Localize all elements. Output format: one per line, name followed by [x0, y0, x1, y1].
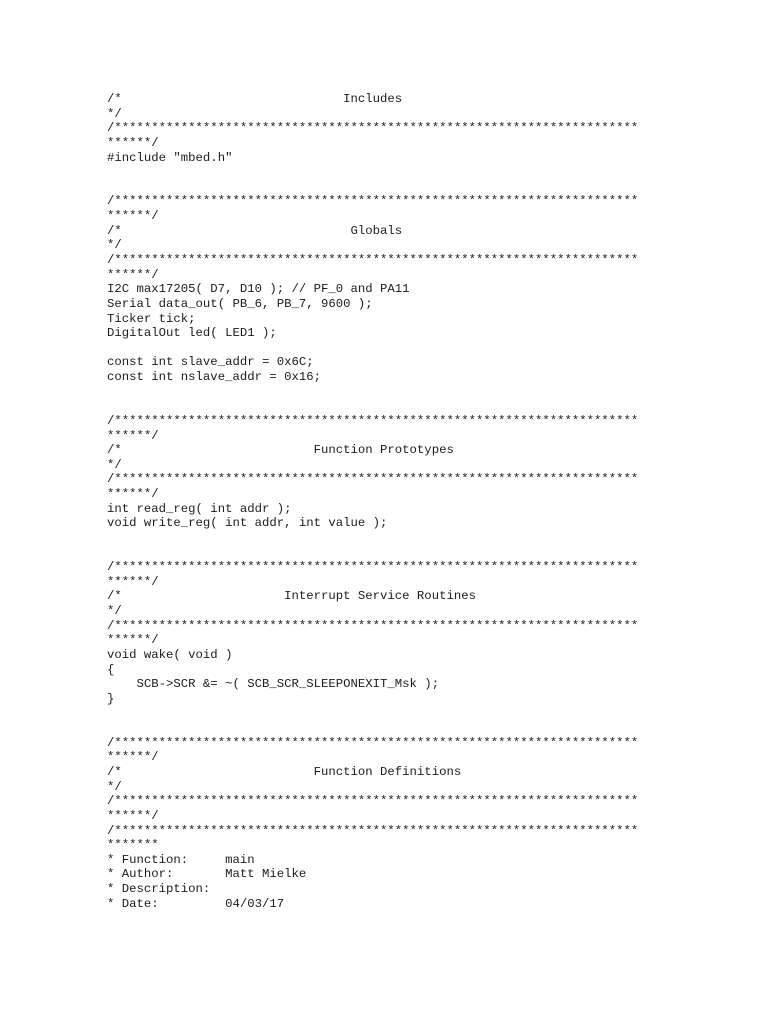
code-line: ******/ — [107, 750, 159, 765]
code-line: Ticker tick; — [107, 311, 196, 326]
code-line: /*********************************************************************** — [107, 823, 639, 838]
code-line: SCB->SCR &= ~( SCB_SCR_SLEEPONEXIT_Msk ); — [107, 677, 440, 692]
code-line: /*********************************************************************** — [107, 121, 639, 136]
code-line: /*********************************************************************** — [107, 794, 639, 809]
code-line: #include "mbed.h" — [107, 150, 233, 165]
code-line: /*********************************************************************** — [107, 413, 639, 428]
code-line: ******/ — [107, 574, 159, 589]
code-line: void write_reg( int addr, int value ); — [107, 516, 388, 531]
code-line: /* Globals — [107, 223, 403, 238]
code-line: /* Function Definitions — [107, 765, 462, 779]
code-line: DigitalOut led( LED1 ); — [107, 326, 277, 341]
code-line: } — [107, 691, 115, 706]
code-line: /*********************************************************************** — [107, 252, 639, 267]
code-line: ******/ — [107, 633, 159, 648]
code-line: */ — [107, 238, 122, 253]
code-line: * Function: main — [107, 852, 255, 867]
code-line: void wake( void ) — [107, 647, 233, 662]
code-line: ******* — [107, 838, 159, 853]
code-line: /*********************************************************************** — [107, 194, 639, 209]
code-line: /* Interrupt Service Routines — [107, 589, 476, 604]
code-line: { — [107, 662, 115, 677]
code-line: /*********************************************************************** — [107, 560, 639, 575]
code-line: /*********************************************************************** — [107, 472, 639, 487]
code-line: /*********************************************************************** — [107, 618, 639, 633]
code-line: ******/ — [107, 135, 159, 150]
code-line: Serial data_out( PB_6, PB_7, 9600 ); — [107, 296, 373, 311]
code-line: ******/ — [107, 487, 159, 501]
code-line: const int slave_addr = 0x6C; — [107, 355, 314, 370]
code-line: * Author: Matt Mielke — [107, 867, 307, 882]
code-line: */ — [107, 106, 122, 121]
code-line: /* Includes — [107, 92, 403, 106]
code-line: ******/ — [107, 209, 159, 223]
code-line: ******/ — [107, 267, 159, 282]
code-line: * Date: 04/03/17 — [107, 896, 285, 911]
code-line: I2C max17205( D7, D10 ); // PF_0 and PA11 — [107, 282, 410, 297]
code-line: */ — [107, 779, 122, 794]
code-line: */ — [107, 604, 122, 619]
code-line: ******/ — [107, 808, 159, 823]
code-line: /* Function Prototypes — [107, 443, 454, 458]
code-line: const int nslave_addr = 0x16; — [107, 370, 322, 384]
code-line: ******/ — [107, 428, 159, 443]
code-line: * Description: — [107, 882, 211, 896]
code-line: int read_reg( int addr ); — [107, 501, 292, 516]
code-line: */ — [107, 457, 122, 472]
code-line: /*********************************************************************** — [107, 735, 639, 750]
